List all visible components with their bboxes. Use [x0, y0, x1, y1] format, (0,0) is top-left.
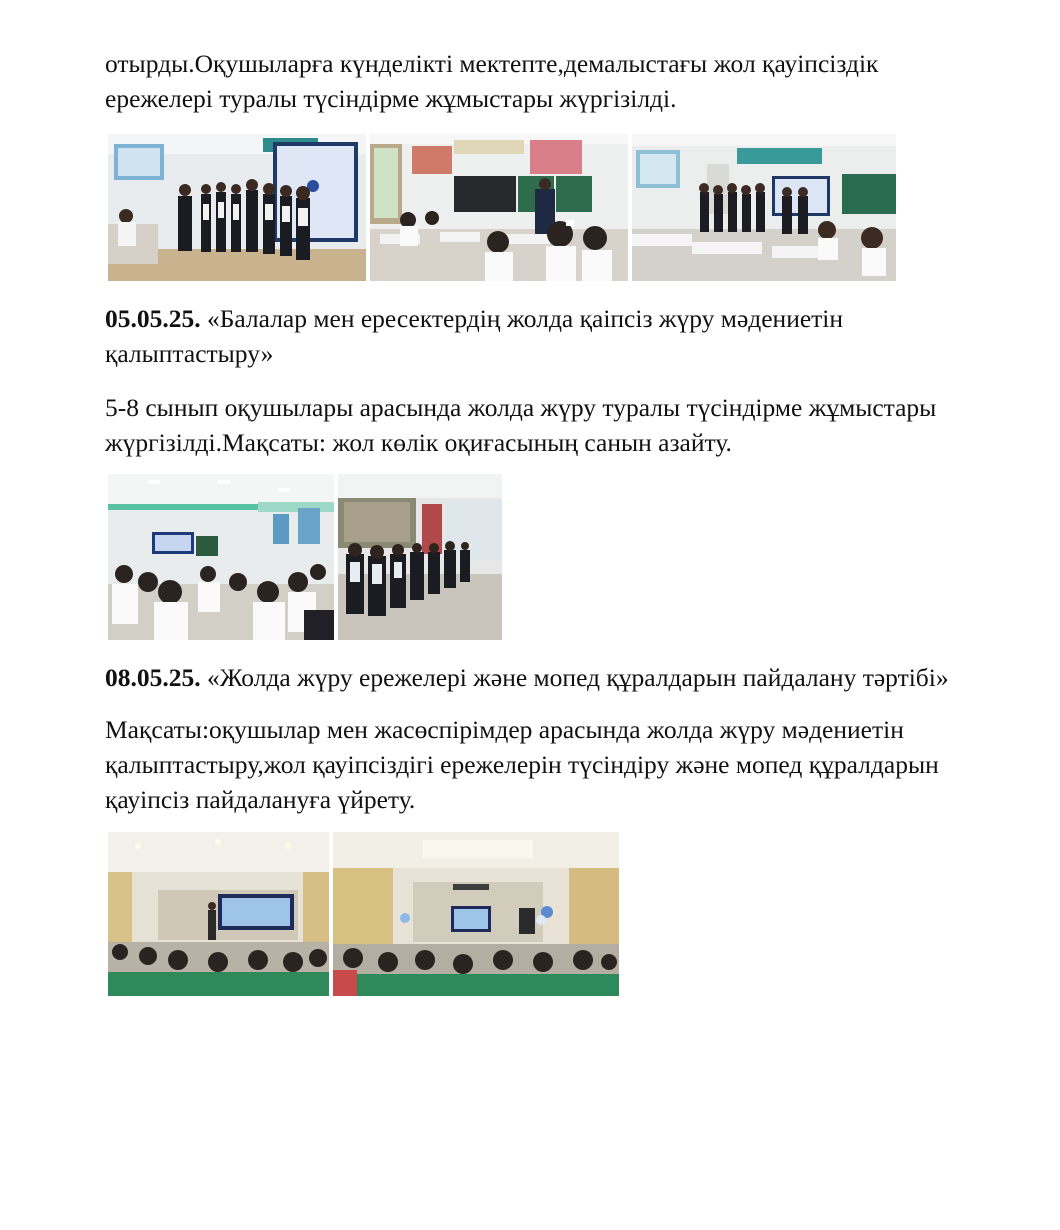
photo-row-2 — [108, 474, 502, 640]
intro-line-2: ережелері туралы түсіндірме жұмыстары жүргізілді. — [105, 84, 677, 113]
section2-date: 08.05.25. — [105, 663, 201, 692]
hall-photo-2 — [333, 832, 619, 996]
classroom-photo-4 — [108, 474, 334, 640]
classroom-photo-1 — [108, 134, 366, 281]
section2-desc-line-2: қалыптастыру,жол қауіпсіздігі ережелерін түсіндіру және мопед құралдарын — [105, 750, 939, 779]
section2-desc-line-1: Мақсаты:оқушылар мен жасөспірімдер арасында жолда жүру мәдениетін — [105, 715, 904, 744]
intro-paragraph — [105, 46, 878, 116]
section2-description — [105, 712, 939, 817]
classroom-photo-2 — [370, 134, 628, 281]
section1-description — [105, 390, 936, 460]
photo-row-1 — [108, 134, 896, 281]
section2-desc-line-3: қауіпсіз пайдалануға үйрету. — [105, 785, 416, 814]
section1-desc-line-1: 5-8 сынып оқушылары арасында жолда жүру туралы түсіндірме жұмыстары — [105, 393, 937, 422]
photo-row-3 — [108, 832, 619, 996]
section1-desc-line-2: жүргізілді.Мақсаты: жол көлік оқиғасының санын азайту. — [105, 428, 732, 457]
section1-heading — [105, 301, 843, 371]
section2-title: «Жолда жүру ережелері және мопед құралдарын пайдалану тәртібі» — [207, 663, 949, 692]
section1-date: 05.05.25. — [105, 304, 201, 333]
assembly-photo-1 — [338, 474, 502, 640]
section2-heading — [105, 660, 949, 695]
classroom-photo-3 — [632, 134, 896, 281]
hall-photo-1 — [108, 832, 329, 996]
intro-line-1: отырды.Оқушыларға күнделікті мектепте,демалыстағы жол қауіпсіздік — [105, 49, 879, 78]
section1-title-line-1: «Балалар мен ересектердің жолда қаіпсіз жүру мәдениетін — [207, 304, 844, 333]
section1-title-line-2: қалыптастыру» — [105, 339, 274, 368]
